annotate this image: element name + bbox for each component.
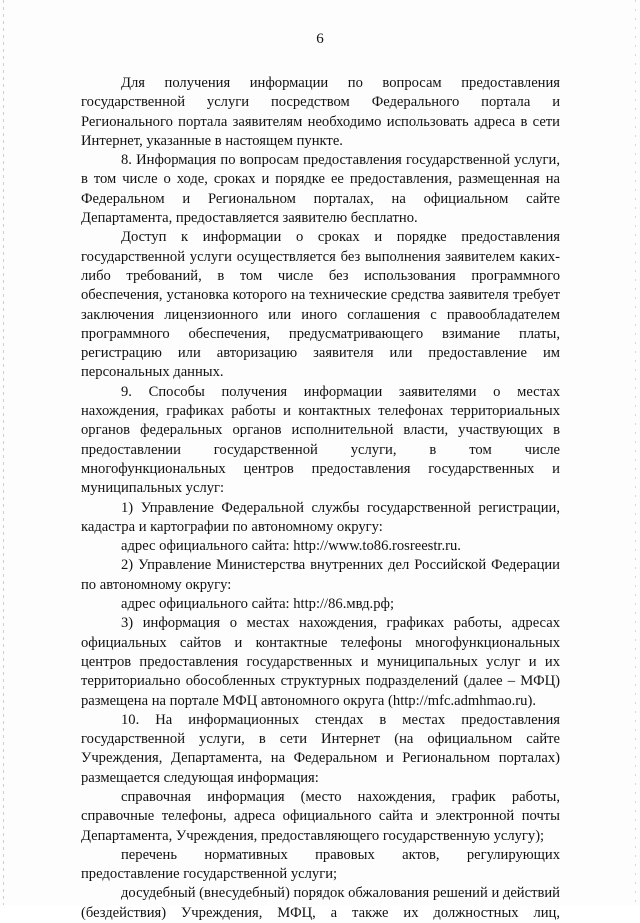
- paragraph-mvd-site: адрес официального сайта: http://86.мвд.рф;: [121, 596, 394, 613]
- scan-edge-left: [3, 0, 4, 905]
- paragraph-portal-addresses: Для получения информации по вопросам предоставления государственной услуги посредством Федерального портала и Регионального портала заявителям необходимо использовать адреса в сети Интернет, указанные в настоящем пункте.: [81, 75, 560, 149]
- paragraph-appeal-procedure: досудебный (внесудебный) порядок обжалования решений и действий (бездействия) Учреждения, МФЦ, а также их должностных лиц,: [81, 885, 560, 921]
- paragraph-mvd: 2) Управление Министерства внутренних дел Российской Федерации по автономному округу:: [81, 557, 560, 593]
- paragraph-legal-acts: перечень нормативных правовых актов, регулирующих предоставление государственной услуги;: [81, 846, 560, 883]
- document-body: [81, 74, 560, 923]
- paragraph-reference-info: справочная информация (место нахождения, график работы, справочные телефоны, адреса официального сайта и электронной почты Департамента, Учреждения, предоставляющего государственную услугу);: [81, 788, 560, 844]
- page-number: 6: [316, 31, 324, 47]
- paragraph-9-info-methods: 9. Способы получения информации заявителями о местах нахождения, графиках работы и контактных телефонах территориальных органов федеральных органов исполнительной власти, участвующих в предоставлении государственной услуги, в том числе многофункциональных центров предоставления государственных и муниципальных услуг:: [81, 383, 560, 497]
- paragraph-rosreestr: 1) Управление Федеральной службы государственной регистрации, кадастра и картографии по автономному округу:: [81, 499, 560, 535]
- paragraph-access-requirements: Доступ к информации о сроках и порядке предоставления государственной услуги осуществляется без выполнения заявителем каких-либо требований, в том числе без использования программного обеспечения, установка которого на технические средства заявителя требует заключения лицензионного или иного соглашения с правообладателем программного обеспечения, предусматривающего взимание платы, регистрацию или авторизацию заявителя или предоставление им персональных данных.: [81, 229, 560, 381]
- scan-edge-right: [635, 0, 636, 905]
- paragraph-mfc: 3) информация о местах нахождения, графиках работы, адресах официальных сайтов и контактные телефоны многофункциональных центров предоставления государственных и муниципальных услуг и их территориально обособленных структурных подразделений (далее – МФЦ) размещена на портале МФЦ автономного округа (http://mfc.admhmao.ru).: [81, 615, 560, 709]
- paragraph-10-stands: 10. На информационных стендах в местах предоставления государственной услуги, в сети Интернет (на официальном сайте Учреждения, Департамента, на Федеральном и Региональном порталах) размещается следующая информация:: [81, 711, 560, 786]
- paragraph-8-free-info: 8. Информация по вопросам предоставления государственной услуги, в том числе о ходе, сроках и порядке ее предоставления, размещенная на Федеральном и Региональном порталах, на официальном сайте Департамента, предоставляется заявителю бесплатно.: [81, 152, 560, 227]
- paragraph-rosreestr-site: адрес официального сайта: http://www.to86.rosreestr.ru.: [121, 538, 461, 555]
